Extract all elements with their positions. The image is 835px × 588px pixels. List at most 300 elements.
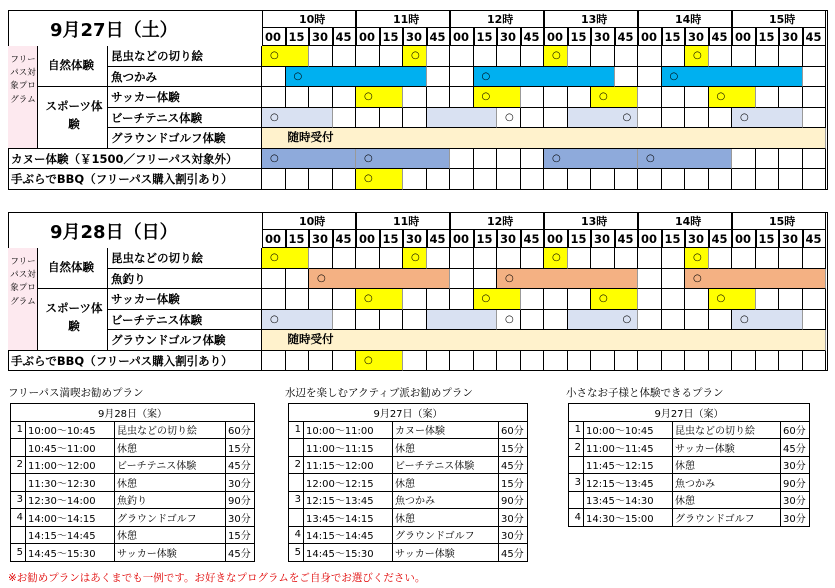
footnote: ※お勧めプランはあくまでも一例です。お好きなプログラムをご自身でお選びください。 xyxy=(8,572,426,584)
plan-row xyxy=(11,509,255,527)
slot-cell xyxy=(803,310,827,331)
plan-activity: サッカー体験 xyxy=(115,544,226,562)
slot-cell xyxy=(450,351,474,372)
hour-label: 10時 xyxy=(299,215,326,228)
row-label: グラウンドゴルフ体験 xyxy=(111,131,226,145)
plan-activity: グラウンドゴルフ xyxy=(115,509,226,527)
slot-cell xyxy=(662,248,686,269)
plan-time: 13:45～14:15 xyxy=(304,509,393,527)
minute-label: 15 xyxy=(476,30,493,44)
slot-cell xyxy=(568,169,592,190)
plan-step: 5 xyxy=(289,544,304,562)
minute-label: 15 xyxy=(382,30,399,44)
plan-duration: 60分 xyxy=(781,421,810,439)
slot-cell xyxy=(427,169,451,190)
slot-cell xyxy=(662,108,686,129)
schedule-date: 9月27日（土） xyxy=(50,20,178,41)
slot-cell xyxy=(521,351,545,372)
minute-label: 45 xyxy=(523,30,540,44)
slot-cell xyxy=(544,169,568,190)
plan-activity: 休憩 xyxy=(115,439,226,457)
plan-duration: 60分 xyxy=(226,421,255,439)
slot-cell xyxy=(591,46,615,67)
plan-step: 4 xyxy=(289,526,304,544)
plan-row xyxy=(569,509,810,527)
slot-cell xyxy=(356,248,380,269)
slot-cell xyxy=(615,169,639,190)
hour-label: 11時 xyxy=(393,13,420,26)
plan-activity: 休憩 xyxy=(393,474,499,492)
slot-cell xyxy=(803,351,827,372)
slot-cell xyxy=(356,310,380,331)
plan-activity: グラウンドゴルフ xyxy=(393,526,499,544)
plan-row xyxy=(11,491,255,509)
slot-fill xyxy=(474,67,615,88)
group-label-nature: 自然体験 xyxy=(48,58,94,72)
slot-cell xyxy=(568,248,592,269)
slot-cell xyxy=(544,108,568,129)
plan-duration: 90分 xyxy=(226,491,255,509)
slot-cell xyxy=(779,351,803,372)
minute-label: 15 xyxy=(570,30,587,44)
slot-cell xyxy=(685,310,709,331)
slot-cell xyxy=(544,87,568,108)
circle-mark: ○ xyxy=(481,91,491,102)
slot-cell xyxy=(756,46,780,67)
plan-activity: 休憩 xyxy=(673,491,781,509)
slot-cell xyxy=(709,169,733,190)
slot-cell xyxy=(544,351,568,372)
circle-mark: ○ xyxy=(364,152,373,164)
minute-label: 30 xyxy=(312,232,329,246)
slot-cell xyxy=(309,248,333,269)
row-label: ビーチテニス体験 xyxy=(111,312,203,327)
minute-label: 45 xyxy=(711,30,728,44)
plan-step: 1 xyxy=(569,421,584,439)
plan-time: 11:00～12:00 xyxy=(26,456,115,474)
slot-cell xyxy=(262,67,286,88)
circle-mark: ○ xyxy=(740,111,749,123)
minute-label: 00 xyxy=(453,232,470,246)
slot-cell xyxy=(638,310,662,331)
slot-fill xyxy=(497,269,638,290)
plan-row xyxy=(289,544,528,562)
slot-cell xyxy=(756,149,780,170)
slot-cell xyxy=(262,269,286,290)
minute-label: 00 xyxy=(547,232,564,246)
minute-label: 00 xyxy=(735,30,752,44)
slot-cell xyxy=(309,46,333,67)
circle-mark: ○ xyxy=(622,111,632,123)
plan-time: 10:00～10:45 xyxy=(26,421,115,439)
circle-mark: ○ xyxy=(646,152,655,164)
slot-cell xyxy=(309,87,333,108)
plan-row xyxy=(289,439,528,457)
minute-label: 45 xyxy=(805,232,822,246)
circle-mark: ○ xyxy=(270,152,279,164)
slot-cell xyxy=(591,351,615,372)
slot-cell xyxy=(286,87,310,108)
slot-cell xyxy=(286,351,310,372)
slot-cell xyxy=(403,87,427,108)
minute-label: 45 xyxy=(523,232,540,246)
plan-row xyxy=(569,421,810,439)
plan-step: 5 xyxy=(11,544,26,562)
minute-label: 15 xyxy=(758,30,775,44)
plan-row xyxy=(289,491,528,509)
minute-label: 15 xyxy=(664,232,681,246)
plan-time: 10:45～11:00 xyxy=(26,439,115,457)
slot-cell xyxy=(333,169,357,190)
slot-cell xyxy=(309,169,333,190)
plan-date: 9月27日（案） xyxy=(569,404,810,422)
slot-cell xyxy=(732,169,756,190)
plan-step: 1 xyxy=(11,421,26,439)
slot-cell xyxy=(732,248,756,269)
circle-mark: ○ xyxy=(270,252,279,263)
plan-row xyxy=(289,526,528,544)
slot-cell xyxy=(380,310,404,331)
minute-label: 15 xyxy=(664,30,681,44)
plan-row xyxy=(569,474,810,492)
plan-activity: 魚つかみ xyxy=(393,491,499,509)
plan-duration: 15分 xyxy=(226,526,255,544)
row-label: 魚つかみ xyxy=(111,69,157,84)
circle-mark: ○ xyxy=(317,272,326,284)
slot-cell xyxy=(427,67,451,88)
slot-fill xyxy=(427,108,498,129)
plan-activity: ビーチテニス体験 xyxy=(115,456,226,474)
circle-mark: ○ xyxy=(740,313,749,325)
slot-cell xyxy=(427,248,451,269)
plan-row xyxy=(289,456,528,474)
slot-cell xyxy=(403,108,427,129)
slot-cell xyxy=(779,169,803,190)
minute-label: 45 xyxy=(429,30,446,44)
freepass-label: フリーパス対象プログラム xyxy=(10,257,36,307)
circle-mark: ○ xyxy=(364,91,373,102)
row-label: 昆虫などの切り絵 xyxy=(111,251,203,265)
slot-cell xyxy=(615,351,639,372)
plan-duration: 30分 xyxy=(499,526,528,544)
slot-cell xyxy=(427,46,451,67)
plan-time: 14:45～15:30 xyxy=(304,544,393,562)
slot-cell xyxy=(286,269,310,290)
plan-step: 3 xyxy=(569,474,584,492)
slot-cell xyxy=(709,351,733,372)
plan-duration: 45分 xyxy=(226,544,255,562)
minute-label: 45 xyxy=(711,232,728,246)
slot-cell xyxy=(709,310,733,331)
slot-cell xyxy=(286,169,310,190)
slot-cell xyxy=(497,248,521,269)
slot-cell xyxy=(591,248,615,269)
slot-cell xyxy=(779,87,803,108)
slot-cell xyxy=(450,169,474,190)
slot-cell xyxy=(662,310,686,331)
minute-label: 45 xyxy=(805,30,822,44)
plan-title-3: 小さなお子様と体験できるプラン xyxy=(566,387,724,399)
plan-activity: ビーチテニス体験 xyxy=(393,456,499,474)
slot-fill xyxy=(427,310,498,331)
slot-cell xyxy=(756,169,780,190)
slot-cell xyxy=(450,67,474,88)
minute-label: 00 xyxy=(735,232,752,246)
slot-cell xyxy=(474,351,498,372)
plan-activity: 昆虫などの切り絵 xyxy=(673,421,781,439)
slot-cell xyxy=(615,67,639,88)
row-label: 昆虫などの切り絵 xyxy=(111,49,203,63)
slot-cell xyxy=(615,248,639,269)
slot-cell xyxy=(333,248,357,269)
slot-cell xyxy=(450,269,474,290)
slot-cell xyxy=(638,87,662,108)
slot-cell xyxy=(685,169,709,190)
slot-cell xyxy=(521,108,545,129)
plan-duration: 45分 xyxy=(226,456,255,474)
slot-cell xyxy=(380,248,404,269)
minute-label: 15 xyxy=(476,232,493,246)
slot-cell xyxy=(309,289,333,310)
minute-label: 00 xyxy=(359,30,376,44)
plan-time: 11:00～11:45 xyxy=(584,439,673,457)
slot-cell xyxy=(756,248,780,269)
slot-cell xyxy=(497,46,521,67)
minute-label: 15 xyxy=(382,232,399,246)
plan-step: 1 xyxy=(289,421,304,439)
plan-duration: 15分 xyxy=(499,474,528,492)
minute-label: 30 xyxy=(782,30,799,44)
slot-cell xyxy=(803,248,827,269)
slot-cell xyxy=(638,248,662,269)
plan-duration: 90分 xyxy=(499,491,528,509)
hour-label: 13時 xyxy=(581,13,608,26)
slot-cell xyxy=(709,108,733,129)
plan-time: 12:00～12:15 xyxy=(304,474,393,492)
minute-label: 00 xyxy=(265,30,282,44)
row-label: ビーチテニス体験 xyxy=(111,110,203,125)
plan-time: 14:15～14:45 xyxy=(26,526,115,544)
plan-row xyxy=(11,474,255,492)
group-label-sports: スポーツ体験 xyxy=(45,99,103,132)
circle-mark: ○ xyxy=(693,252,702,263)
minute-label: 30 xyxy=(312,30,329,44)
slot-cell xyxy=(450,248,474,269)
plan-time: 14:30～15:00 xyxy=(584,509,673,527)
slot-cell xyxy=(615,46,639,67)
slot-cell xyxy=(521,289,545,310)
slot-cell xyxy=(474,169,498,190)
slot-cell xyxy=(521,310,545,331)
slot-cell xyxy=(662,351,686,372)
slot-fill xyxy=(286,67,427,88)
plan-step: 3 xyxy=(11,491,26,509)
circle-mark: ○ xyxy=(599,293,608,304)
hour-label: 15時 xyxy=(769,215,796,228)
group-label-nature: 自然体験 xyxy=(48,260,94,274)
hour-label: 14時 xyxy=(675,215,702,228)
slot-fill xyxy=(685,269,826,290)
slot-fill xyxy=(262,128,826,149)
plan-step xyxy=(11,526,26,544)
circle-mark: ○ xyxy=(505,111,514,123)
minute-label: 15 xyxy=(288,30,305,44)
minute-label: 00 xyxy=(641,30,658,44)
circle-mark: ○ xyxy=(293,70,303,82)
slot-cell xyxy=(427,351,451,372)
slot-cell xyxy=(544,289,568,310)
slot-cell xyxy=(709,46,733,67)
slot-cell xyxy=(779,149,803,170)
plan-duration: 30分 xyxy=(499,509,528,527)
plan-activity: 昆虫などの切り絵 xyxy=(115,421,226,439)
plan-time: 11:45～12:15 xyxy=(584,456,673,474)
group-label-sports: スポーツ体験 xyxy=(45,301,103,334)
slot-cell xyxy=(474,248,498,269)
circle-mark: ○ xyxy=(270,111,279,123)
minute-label: 00 xyxy=(547,30,564,44)
minute-label: 45 xyxy=(335,232,352,246)
slot-cell xyxy=(638,289,662,310)
plan-duration: 30分 xyxy=(226,474,255,492)
plan-time: 13:45～14:30 xyxy=(584,491,673,509)
slot-cell xyxy=(638,108,662,129)
slot-cell xyxy=(262,169,286,190)
circle-mark: ○ xyxy=(270,313,279,325)
plan-activity: 休憩 xyxy=(115,474,226,492)
slot-cell xyxy=(333,310,357,331)
plan-table-3 xyxy=(568,403,810,527)
circle-mark: ○ xyxy=(693,50,702,61)
slot-cell xyxy=(568,87,592,108)
row-label: サッカー体験 xyxy=(111,292,180,306)
circle-mark: ○ xyxy=(669,70,679,82)
slot-cell xyxy=(779,46,803,67)
plan-step xyxy=(289,474,304,492)
slot-cell xyxy=(521,149,545,170)
slot-cell xyxy=(497,149,521,170)
plan-title-2: 水辺を楽しむアクティブ派お勧めプラン xyxy=(285,387,473,399)
slot-cell xyxy=(638,351,662,372)
circle-mark: ○ xyxy=(552,50,561,61)
plan-activity: 休憩 xyxy=(673,456,781,474)
plan-duration: 45分 xyxy=(499,544,528,562)
slot-cell xyxy=(380,108,404,129)
minute-label: 45 xyxy=(617,232,634,246)
plan-duration: 30分 xyxy=(781,491,810,509)
circle-mark: ○ xyxy=(622,313,632,325)
minute-label: 30 xyxy=(688,30,705,44)
slot-fill xyxy=(262,330,826,351)
plan-duration: 15分 xyxy=(226,439,255,457)
minute-label: 30 xyxy=(594,30,611,44)
plan-table-1 xyxy=(10,403,255,562)
plan-table-2 xyxy=(288,403,528,562)
slot-cell xyxy=(403,310,427,331)
slot-cell xyxy=(591,169,615,190)
plan-row xyxy=(569,491,810,509)
slot-cell xyxy=(662,169,686,190)
slot-cell xyxy=(803,108,827,129)
slot-cell xyxy=(803,289,827,310)
plan-activity: 休憩 xyxy=(115,526,226,544)
slot-cell xyxy=(803,67,827,88)
slot-cell xyxy=(521,87,545,108)
circle-mark: ○ xyxy=(599,91,608,102)
plan-duration: 45分 xyxy=(781,439,810,457)
minute-label: 30 xyxy=(500,232,517,246)
hour-label: 13時 xyxy=(581,215,608,228)
slot-cell xyxy=(732,46,756,67)
plan-row xyxy=(11,456,255,474)
plan-time: 14:45～15:30 xyxy=(26,544,115,562)
plan-title-1: フリーパス満喫お勧めプラン xyxy=(8,387,144,399)
minute-label: 45 xyxy=(429,232,446,246)
slot-cell xyxy=(497,169,521,190)
plan-row xyxy=(289,421,528,439)
slot-cell xyxy=(450,289,474,310)
plan-time: 11:15～12:00 xyxy=(304,456,393,474)
plan-step: 3 xyxy=(289,491,304,509)
plan-step xyxy=(569,456,584,474)
plan-time: 12:15～13:45 xyxy=(304,491,393,509)
plan-step: 4 xyxy=(569,509,584,527)
plan-duration: 30分 xyxy=(781,509,810,527)
circle-mark: ○ xyxy=(716,91,726,102)
minute-label: 00 xyxy=(453,30,470,44)
plan-activity: サッカー体験 xyxy=(393,544,499,562)
slot-cell xyxy=(544,310,568,331)
slot-cell xyxy=(262,289,286,310)
row-label: 手ぶらでBBQ（フリーパス購入割引あり） xyxy=(11,172,233,186)
plan-step xyxy=(11,474,26,492)
slot-cell xyxy=(333,46,357,67)
slot-cell xyxy=(662,46,686,67)
slot-cell xyxy=(662,269,686,290)
plan-activity: 休憩 xyxy=(393,509,499,527)
plan-step xyxy=(289,509,304,527)
minute-label: 15 xyxy=(758,232,775,246)
slot-cell xyxy=(756,87,780,108)
plan-duration: 30分 xyxy=(226,509,255,527)
circle-mark: ○ xyxy=(364,354,373,366)
circle-mark: ○ xyxy=(552,152,561,164)
plan-activity: サッカー体験 xyxy=(673,439,781,457)
slot-cell xyxy=(685,289,709,310)
plan-step xyxy=(569,491,584,509)
circle-mark: ○ xyxy=(693,272,702,284)
circle-mark: ○ xyxy=(481,293,491,304)
hour-label: 11時 xyxy=(393,215,420,228)
hour-label: 15時 xyxy=(769,13,796,26)
slot-cell xyxy=(638,46,662,67)
plan-row xyxy=(11,439,255,457)
hour-label: 12時 xyxy=(487,13,514,26)
plan-time: 11:00～11:15 xyxy=(304,439,393,457)
plan-duration: 90分 xyxy=(781,474,810,492)
slot-cell xyxy=(568,46,592,67)
plan-row xyxy=(11,544,255,562)
minute-label: 30 xyxy=(406,232,423,246)
slot-cell xyxy=(497,351,521,372)
circle-mark: ○ xyxy=(505,313,514,325)
minute-label: 00 xyxy=(641,232,658,246)
minute-label: 15 xyxy=(288,232,305,246)
slot-cell xyxy=(756,289,780,310)
plan-time: 12:30～14:00 xyxy=(26,491,115,509)
slot-cell xyxy=(262,87,286,108)
slot-cell xyxy=(662,87,686,108)
